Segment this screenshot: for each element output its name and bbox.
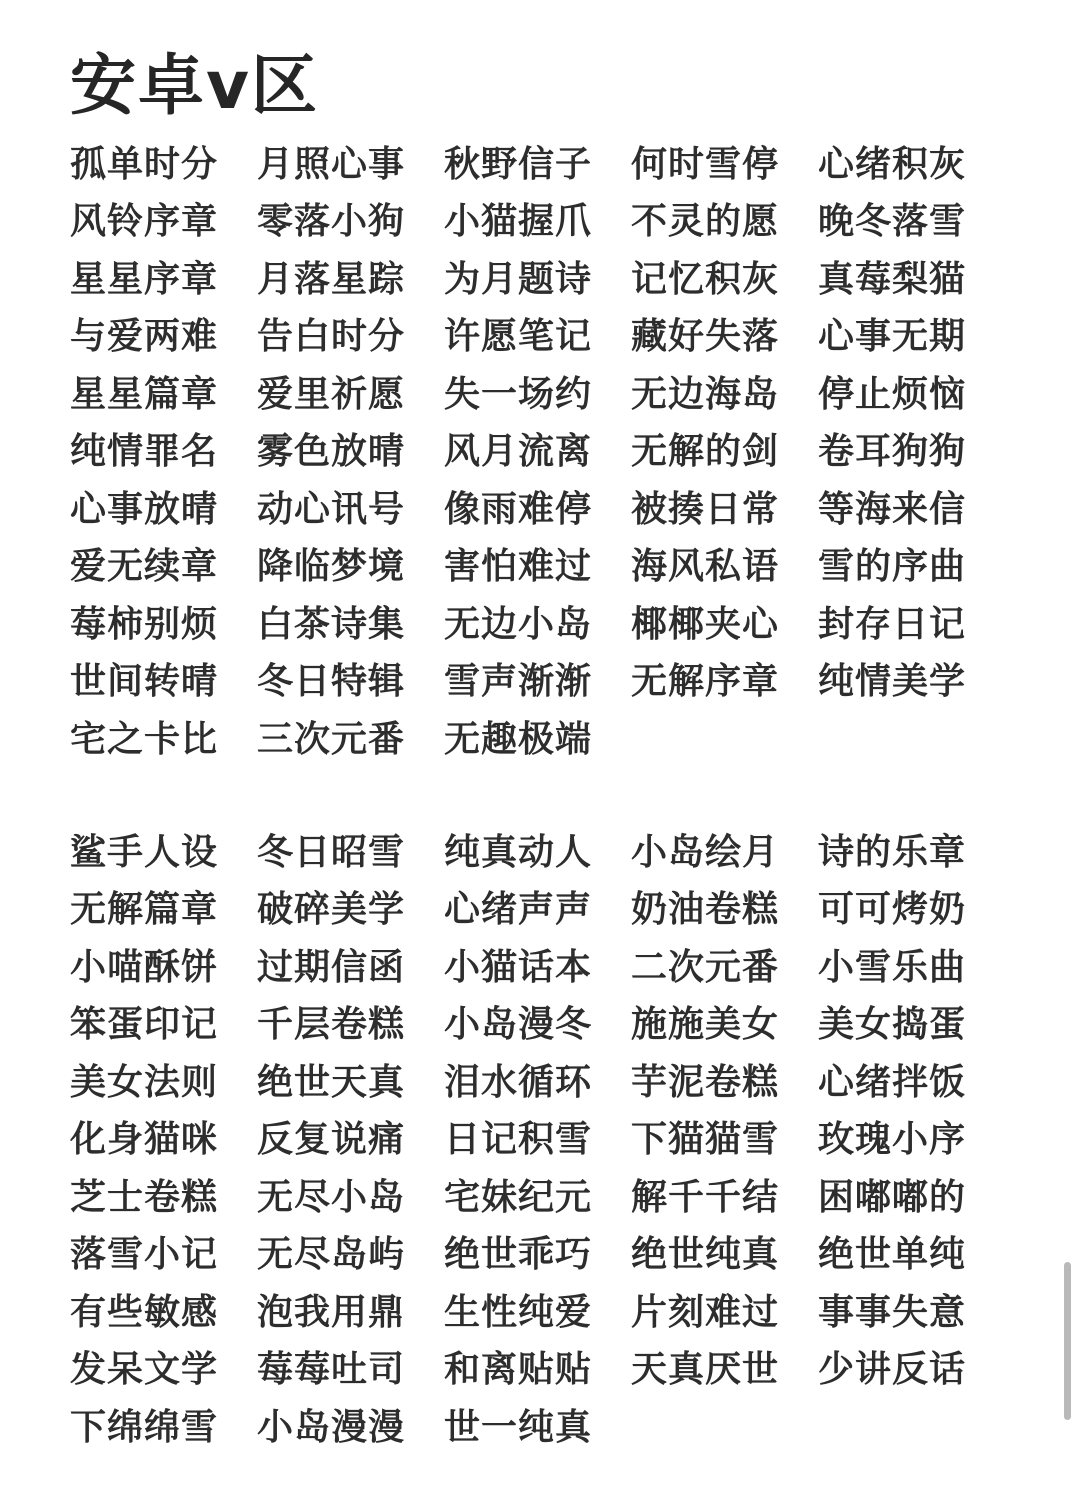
- name-row: [70, 1227, 1005, 1285]
- name-item: 莓柿别烦: [70, 603, 219, 645]
- name-item: 纯真动人: [444, 831, 593, 873]
- name-item: 无解篇章: [70, 889, 219, 931]
- name-item: 有些敏感: [70, 1291, 219, 1333]
- name-item: 封存日记: [818, 603, 967, 645]
- name-item: 小岛绘月: [631, 831, 780, 873]
- name-item: 害怕难过: [444, 546, 593, 588]
- name-item: 宅妹纪元: [444, 1176, 593, 1218]
- name-item: 无边小岛: [444, 603, 593, 645]
- name-item: 冬日特辑: [257, 661, 406, 703]
- name-row: [70, 1054, 1005, 1112]
- name-item: 芋泥卷糕: [631, 1061, 780, 1103]
- name-item: 泡我用鼎: [257, 1291, 406, 1333]
- page-title: 安卓v区: [70, 47, 320, 124]
- name-item: 解千千结: [631, 1176, 780, 1218]
- name-item: 月落星踪: [257, 258, 406, 300]
- name-list-block-1: [70, 136, 1005, 769]
- name-item: 心事放晴: [70, 488, 219, 530]
- name-item: 二次元番: [631, 946, 780, 988]
- name-row: [70, 1284, 1005, 1342]
- name-item: 藏好失落: [631, 316, 780, 358]
- name-item: 失一场约: [444, 373, 593, 415]
- name-item: 雪的序曲: [818, 546, 967, 588]
- name-row: [70, 997, 1005, 1055]
- name-item: 无趣极端: [444, 718, 593, 760]
- name-item: 雪声渐渐: [444, 661, 593, 703]
- name-item: 无解序章: [631, 661, 780, 703]
- name-item: 零落小狗: [257, 201, 406, 243]
- name-row: [70, 424, 1005, 482]
- name-row: [70, 824, 1005, 882]
- name-item: 真莓梨猫: [818, 258, 967, 300]
- name-item: 世一纯真: [444, 1406, 593, 1448]
- name-item: 心绪拌饭: [818, 1061, 967, 1103]
- name-item: 雾色放晴: [257, 431, 406, 473]
- name-item: 笨蛋印记: [70, 1004, 219, 1046]
- name-item: 风铃序章: [70, 201, 219, 243]
- name-item: 纯情美学: [818, 661, 967, 703]
- name-item: 绝世纯真: [631, 1234, 780, 1276]
- name-item: 告白时分: [257, 316, 406, 358]
- name-item: 天真厌世: [631, 1349, 780, 1391]
- name-item: 和离贴贴: [444, 1349, 593, 1391]
- name-item: 降临梦境: [257, 546, 406, 588]
- name-item: 日记积雪: [444, 1119, 593, 1161]
- name-item: 秋野信子: [444, 143, 593, 185]
- name-row: [70, 939, 1005, 997]
- name-item: 下猫猫雪: [631, 1119, 780, 1161]
- name-item: 等海来信: [818, 488, 967, 530]
- name-item: 生性纯爱: [444, 1291, 593, 1333]
- name-item: 爱无续章: [70, 546, 219, 588]
- name-row: [70, 539, 1005, 597]
- name-item: 破碎美学: [257, 889, 406, 931]
- name-item: 月照心事: [257, 143, 406, 185]
- name-item: 千层卷糕: [257, 1004, 406, 1046]
- name-item: 小岛漫漫: [257, 1406, 406, 1448]
- name-item: 施施美女: [631, 1004, 780, 1046]
- name-item: 记忆积灰: [631, 258, 780, 300]
- name-item: 发呆文学: [70, 1349, 219, 1391]
- name-item: 芝士卷糕: [70, 1176, 219, 1218]
- name-item: 事事失意: [818, 1291, 967, 1333]
- name-item: 星星篇章: [70, 373, 219, 415]
- name-item: 无尽岛屿: [257, 1234, 406, 1276]
- name-row: [70, 596, 1005, 654]
- name-item: 宅之卡比: [70, 718, 219, 760]
- name-item: 动心讯号: [257, 488, 406, 530]
- scrollbar-thumb[interactable]: [1064, 1262, 1071, 1420]
- name-item: 晚冬落雪: [818, 201, 967, 243]
- name-item: 无边海岛: [631, 373, 780, 415]
- name-item: 与爱两难: [70, 316, 219, 358]
- name-row: [70, 654, 1005, 712]
- name-item: 诗的乐章: [818, 831, 967, 873]
- name-item: 化身猫咪: [70, 1119, 219, 1161]
- name-item: 泪水循环: [444, 1061, 593, 1103]
- name-item: 不灵的愿: [631, 201, 780, 243]
- name-item: 像雨难停: [444, 488, 593, 530]
- name-item: 奶油卷糕: [631, 889, 780, 931]
- name-row: [70, 882, 1005, 940]
- name-item: 何时雪停: [631, 143, 780, 185]
- name-item: 莓莓吐司: [257, 1349, 406, 1391]
- name-item: 为月题诗: [444, 258, 593, 300]
- name-row: [70, 309, 1005, 367]
- name-item: 被揍日常: [631, 488, 780, 530]
- name-item: 白茶诗集: [257, 603, 406, 645]
- name-item: 三次元番: [257, 718, 406, 760]
- name-row: [70, 194, 1005, 252]
- name-item: 落雪小记: [70, 1234, 219, 1276]
- name-item: 绝世天真: [257, 1061, 406, 1103]
- name-item: 绝世单纯: [818, 1234, 967, 1276]
- name-row: [70, 1399, 1005, 1457]
- name-item: 小雪乐曲: [818, 946, 967, 988]
- name-row: [70, 1112, 1005, 1170]
- name-item: 下绵绵雪: [70, 1406, 219, 1448]
- name-row: [70, 711, 1005, 769]
- name-item: 可可烤奶: [818, 889, 967, 931]
- name-item: 反复说痛: [257, 1119, 406, 1161]
- name-item: 世间转晴: [70, 661, 219, 703]
- name-item: 风月流离: [444, 431, 593, 473]
- name-item: 片刻难过: [631, 1291, 780, 1333]
- name-item: 无解的剑: [631, 431, 780, 473]
- name-row: [70, 136, 1005, 194]
- name-item: 爱里祈愿: [257, 373, 406, 415]
- name-item: 美女捣蛋: [818, 1004, 967, 1046]
- name-item: 卷耳狗狗: [818, 431, 967, 473]
- name-item: 小岛漫冬: [444, 1004, 593, 1046]
- name-item: 小猫话本: [444, 946, 593, 988]
- name-row: [70, 481, 1005, 539]
- name-list-block-2: [70, 824, 1005, 1457]
- name-item: 海风私语: [631, 546, 780, 588]
- name-row: [70, 1169, 1005, 1227]
- name-row: [70, 251, 1005, 309]
- name-item: 纯情罪名: [70, 431, 219, 473]
- name-item: 心绪积灰: [818, 143, 967, 185]
- name-item: 停止烦恼: [818, 373, 967, 415]
- name-item: 椰椰夹心: [631, 603, 780, 645]
- name-item: 小喵酥饼: [70, 946, 219, 988]
- name-item: 星星序章: [70, 258, 219, 300]
- name-item: 无尽小岛: [257, 1176, 406, 1218]
- name-item: 心绪声声: [444, 889, 593, 931]
- name-item: 美女法则: [70, 1061, 219, 1103]
- name-item: 少讲反话: [818, 1349, 967, 1391]
- name-item: 鲨手人设: [70, 831, 219, 873]
- name-row: [70, 1342, 1005, 1400]
- name-item: 小猫握爪: [444, 201, 593, 243]
- name-item: 许愿笔记: [444, 316, 593, 358]
- name-item: 玫瑰小序: [818, 1119, 967, 1161]
- name-row: [70, 366, 1005, 424]
- name-item: 冬日昭雪: [257, 831, 406, 873]
- name-item: 过期信函: [257, 946, 406, 988]
- name-item: 孤单时分: [70, 143, 219, 185]
- name-item: 绝世乖巧: [444, 1234, 593, 1276]
- name-item: 困嘟嘟的: [818, 1176, 967, 1218]
- name-item: 心事无期: [818, 316, 967, 358]
